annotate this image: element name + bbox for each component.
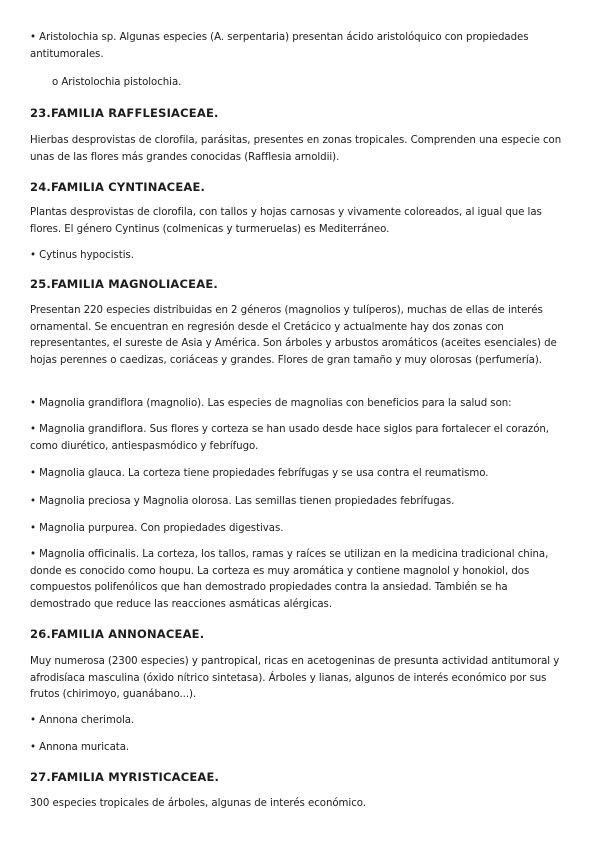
paragraph-rafflesiaceae: Hierbas desprovistas de clorofila, parásitas, presentes en zonas tropicales. Comprenden una especie con unas de las flores más grandes conocidas (Rafflesia arnoldii). [30,135,562,163]
paragraph-annonaceae: Muy numerosa (2300 especies) y pantropical, ricas en acetogeninas de presunta actividad antitumoral y afrodisíaca masculina (óxido nítrico sintetasa). Árboles y lianas, algunos de interés económico por sus frutos (chirimoyo, guanábano...). [30,656,560,700]
heading-annonaceae: 26.FAMILIA ANNONACEAE. [30,627,205,641]
list-item-magnolia-grandiflora: • Magnolia grandiflora (magnolio). Las especies de magnolias con beneficios para la salud son: [30,398,512,409]
paragraph-myristicaceae: 300 especies tropicales de árboles, algunas de interés económico. [30,798,366,809]
paragraph-cyntinaceae: Plantas desprovistas de clorofila, con tallos y hojas carnosas y vivamente coloreados, al igual que las flores. El género Cyntinus (colmenicas y turmeruelas) es Mediterráneo. [30,207,542,235]
list-item-magnolia-glauca: • Magnolia glauca. La corteza tiene propiedades febrífugas y se usa contra el reumatismo. [30,468,489,479]
list-item-annona-cherimola: • Annona cherimola. [30,715,135,726]
paragraph-magnoliaceae: Presentan 220 especies distribuidas en 2 géneros (magnolios y tulíperos), muchas de ellas de interés ornamental. Se encuentran en regresión desde el Cretácico y actualmente hay dos zonas con representantes, el sureste de Asia y América. Son árboles y arbustos aromáticos (aceites esenciales) de hojas perennes o caedizas, coriáceas y grandes. Flores de gran tamaño y muy olorosas (perfumería). [30,305,557,366]
list-item-magnolia-preciosa: • Magnolia preciosa y Magnolia olorosa. Las semillas tienen propiedades febrífugas. [30,496,455,507]
list-item-magnolia-purpurea: • Magnolia purpurea. Con propiedades digestivas. [30,523,284,534]
heading-magnoliaceae: 25.FAMILIA MAGNOLIACEAE. [30,277,218,291]
list-item-magnolia-grandiflora-uses: • Magnolia grandiflora. Sus flores y corteza se han usado desde hace siglos para fortalecer el corazón, como diurético, antiespasmódico y febrífugo. [30,424,549,452]
sub-item-pistolochia: o Aristolochia pistolochia. [52,77,182,88]
heading-myristicaceae: 27.FAMILIA MYRISTICACEAE. [30,770,220,784]
list-item-magnolia-officinalis: • Magnolia officinalis. La corteza, los tallos, ramas y raíces se utilizan en la medicina tradicional china, donde es conocido como houpu. La corteza es muy aromática y contiene magnolol y honokiol, dos compuestos polifenólicos que han demostrado propiedades contra la ansiedad. También se ha demostrado que reduce las reacciones asmáticas alérgicas. [30,549,549,610]
list-item-cytinus: • Cytinus hypocistis. [30,250,134,261]
paragraph-aristolochia: • Aristolochia sp. Algunas especies (A. serpentaria) presentan ácido aristolóquico con propiedades antitumorales. [30,32,529,60]
list-item-annona-muricata: • Annona muricata. [30,742,130,753]
heading-rafflesiaceae: 23.FAMILIA RAFFLESIACEAE. [30,106,219,120]
heading-cyntinaceae: 24.FAMILIA CYNTINACEAE. [30,180,206,194]
